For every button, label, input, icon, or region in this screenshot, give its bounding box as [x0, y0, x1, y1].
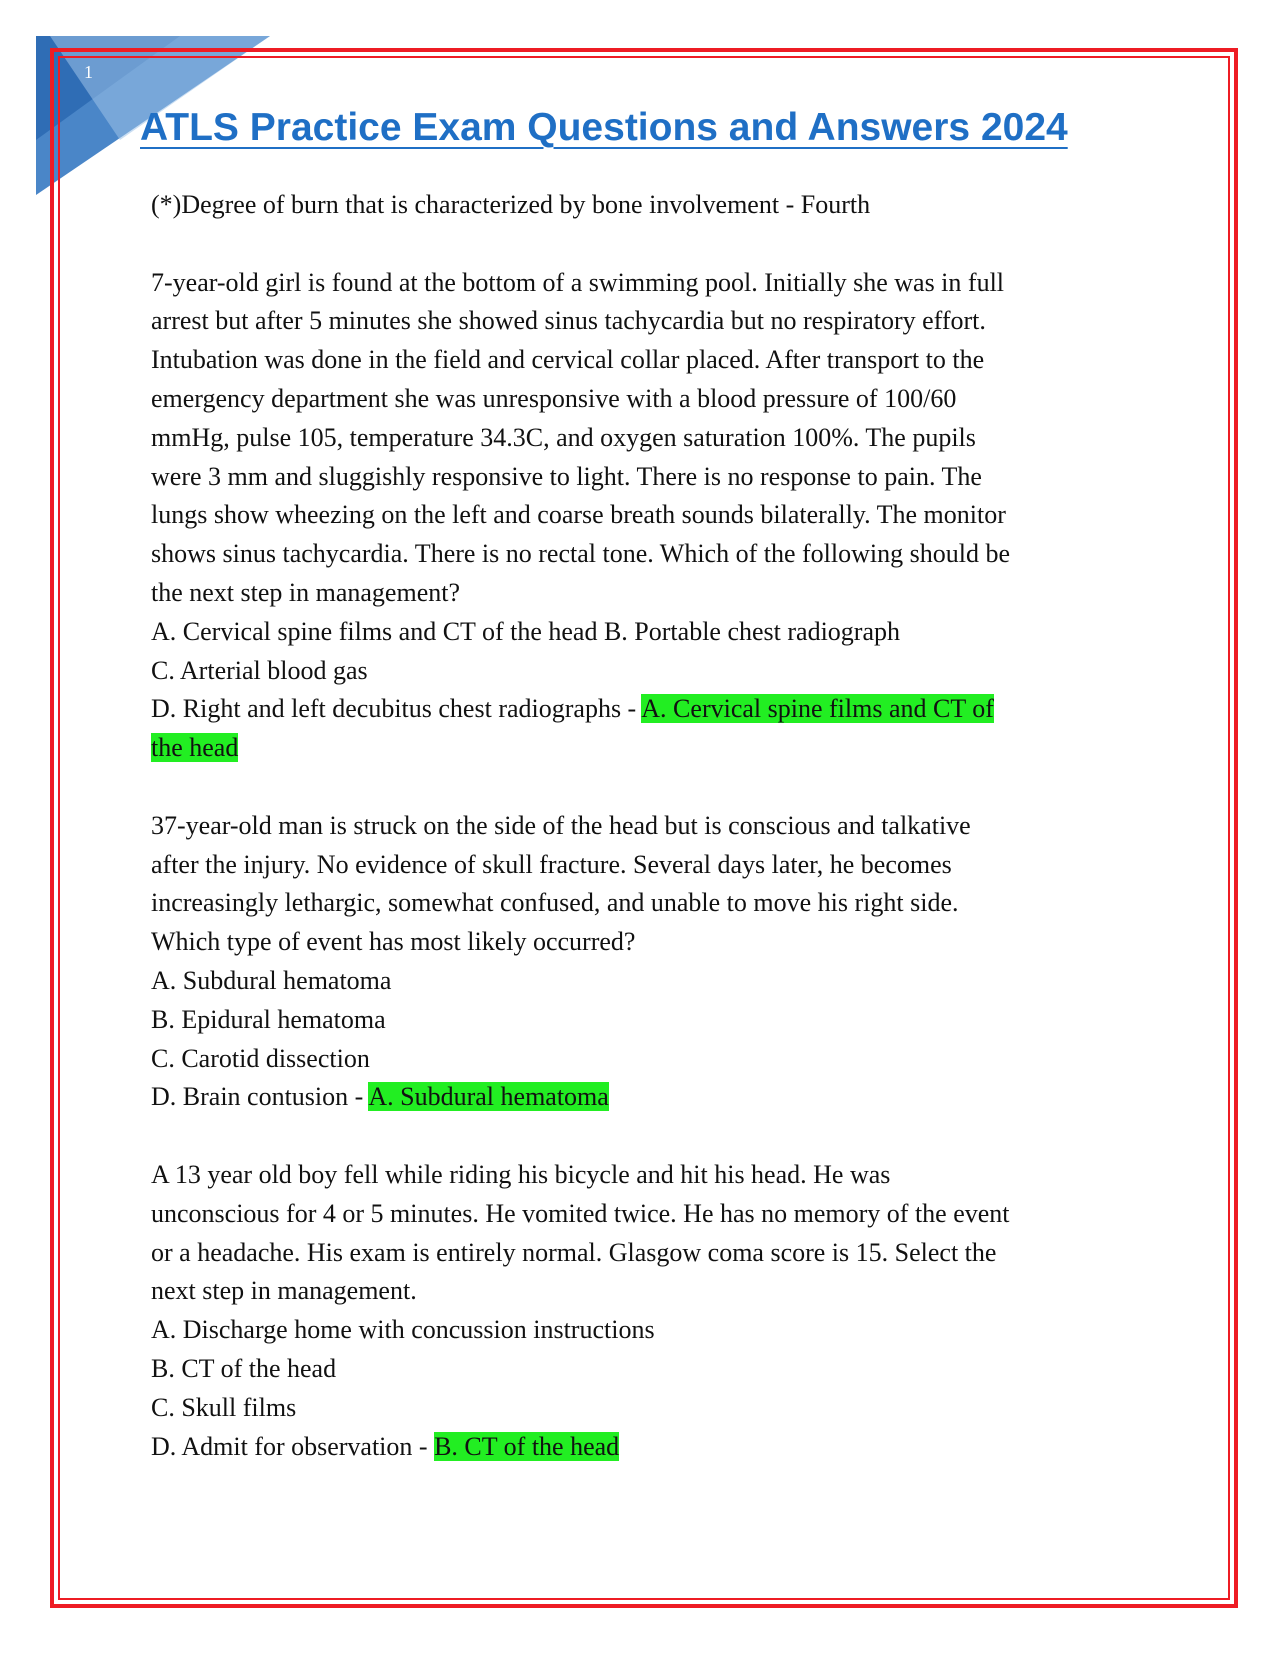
- question-1-line: emergency department she was unresponsive with a blood pressure of 100/60: [151, 383, 957, 413]
- question-3-line: A 13 year old boy fell while riding his bicycle and hit his head. He was: [151, 1159, 891, 1189]
- question-1-line: shows sinus tachycardia. There is no rectal tone. Which of the following should be: [151, 539, 1011, 569]
- question-1-answer-continued: [151, 729, 1131, 768]
- question-3-line: unconscious for 4 or 5 minutes. He vomited twice. He has no memory of the event: [151, 1198, 1010, 1228]
- option-text: D. Right and left decubitus chest radiographs -: [151, 694, 642, 724]
- question-2-line: 37-year-old man is struck on the side of the head but is conscious and talkative: [151, 810, 971, 840]
- question-3-option: B. CT of the head: [151, 1353, 337, 1383]
- document-body: [151, 186, 1131, 1466]
- answer-highlight: B. CT of the head: [434, 1431, 620, 1461]
- question-1-line: mmHg, pulse 105, temperature 34.3C, and oxygen saturation 100%. The pupils: [151, 422, 976, 452]
- question-3-last-option: [151, 1428, 1131, 1467]
- option-text: D. Admit for observation -: [151, 1431, 435, 1461]
- answer-highlight: A. Subdural hematoma: [368, 1082, 609, 1112]
- question-3-line: or a headache. His exam is entirely normal. Glasgow coma score is 15. Select the: [151, 1237, 997, 1267]
- question-1-line: lungs show wheezing on the left and coarse breath sounds bilaterally. The monitor: [151, 500, 1006, 530]
- page-number: 1: [84, 62, 93, 82]
- question-1-last-option: [151, 690, 1131, 729]
- question-2-line: increasingly lethargic, somewhat confused, and unable to move his right side.: [151, 888, 959, 918]
- question-2-option: C. Carotid dissection: [151, 1043, 370, 1073]
- question-1-line: were 3 mm and sluggishly responsive to light. There is no response to pain. The: [151, 461, 982, 491]
- question-3-option: C. Skull films: [151, 1392, 297, 1422]
- intro-line: (*)Degree of burn that is characterized by bone involvement - Fourth: [151, 190, 871, 219]
- option-text: D. Brain contusion -: [151, 1082, 369, 1112]
- question-2-option: A. Subdural hematoma: [151, 965, 392, 995]
- question-1-line: 7-year-old girl is found at the bottom of a swimming pool. Initially she was in full: [151, 267, 1005, 297]
- question-1-line: Intubation was done in the field and cervical collar placed. After transport to the: [151, 345, 985, 375]
- question-2-line: Which type of event has most likely occurred?: [151, 927, 636, 957]
- answer-highlight: A. Cervical spine films and CT of: [641, 694, 994, 724]
- question-1-option: A. Cervical spine films and CT of the head B. Portable chest radiograph: [151, 616, 900, 646]
- question-2-last-option: [151, 1078, 1131, 1117]
- answer-highlight: the head: [151, 733, 239, 763]
- question-3-option: A. Discharge home with concussion instructions: [151, 1315, 655, 1345]
- question-2-option: B. Epidural hematoma: [151, 1004, 386, 1034]
- document-title: ATLS Practice Exam Questions and Answers 2024: [140, 106, 1068, 149]
- question-1-option: C. Arterial blood gas: [151, 655, 368, 685]
- question-1-line: arrest but after 5 minutes she showed sinus tachycardia but no respiratory effort.: [151, 306, 986, 336]
- question-2-line: after the injury. No evidence of skull fracture. Several days later, he becomes: [151, 849, 952, 879]
- question-1-line: the next step in management?: [151, 577, 461, 607]
- question-3-line: next step in management.: [151, 1276, 417, 1306]
